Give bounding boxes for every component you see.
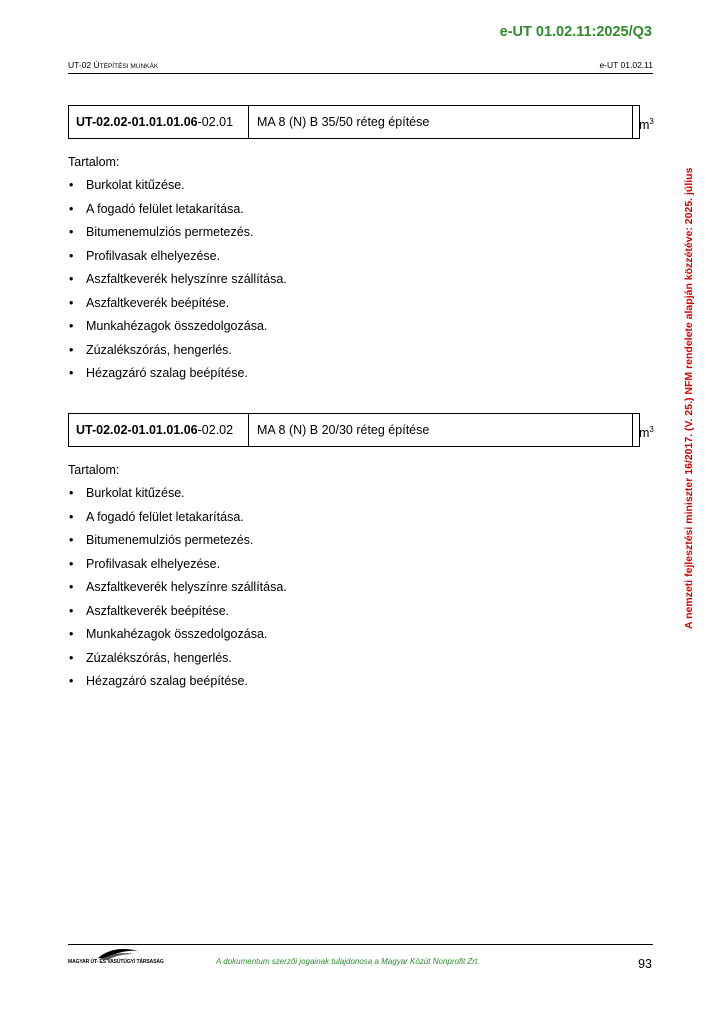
bullet-icon: •: [69, 201, 74, 216]
list-item: [68, 647, 287, 671]
bullet-icon: •: [69, 319, 74, 333]
unit-exponent: 3: [649, 425, 654, 434]
header-doc-ref: e-UT 01.02.11: [599, 60, 653, 70]
list-item-text: Profilvasak elhelyezése.: [86, 248, 221, 263]
list-item: [68, 600, 287, 624]
bullet-icon: •: [69, 650, 74, 665]
company-logo: [68, 947, 164, 969]
list-item: [68, 529, 287, 553]
bullet-icon: •: [69, 178, 74, 192]
header-small-caps: TÉPÍTÉSI MUNKÁK: [99, 63, 159, 70]
item-code-suffix: -02.02: [197, 423, 234, 437]
list-item: [68, 268, 287, 292]
column-divider: [632, 106, 633, 138]
unit-base: m: [639, 118, 650, 132]
content-label: Tartalom:: [68, 155, 120, 169]
bullet-icon: •: [69, 248, 74, 263]
header-section-title: [68, 60, 158, 70]
list-item-text: Burkolat kitűzése.: [86, 178, 185, 192]
side-note-text: A nemzeti fejlesztési miniszter 16/2017. (V. 25.) NFM rendelete alapján közzétéve: 2025. július: [683, 167, 695, 629]
list-item-text: Bitumenemulziós permetezés.: [86, 225, 254, 239]
bullet-icon: •: [69, 556, 74, 571]
list-item: [68, 292, 287, 316]
item-code-suffix: -02.01: [197, 115, 234, 129]
bullet-icon: •: [69, 674, 74, 688]
bullet-icon: •: [69, 366, 74, 380]
content-label: Tartalom:: [68, 463, 120, 477]
content-list: [68, 482, 287, 694]
item-code-bold: UT-02.02-01.01.01.06: [76, 423, 198, 437]
list-item-text: Aszfaltkeverék beépítése.: [86, 295, 230, 310]
document-code: e-UT 01.02.11:2025/Q3: [499, 24, 652, 40]
list-item-text: Profilvasak elhelyezése.: [86, 556, 221, 571]
bullet-icon: •: [69, 580, 74, 594]
bullet-icon: •: [69, 509, 74, 524]
item-code-bold: UT-02.02-01.01.01.06: [76, 115, 198, 129]
list-item: [68, 362, 287, 386]
copyright-note: A dokumentum szerzői jogainak tulajdonosa a Magyar Közút Nonprofit Zrt.: [216, 957, 480, 966]
list-item: [68, 506, 287, 530]
bullet-icon: •: [69, 295, 74, 310]
bullet-icon: •: [69, 627, 74, 641]
list-item-text: Munkahézagok összedolgozása.: [86, 319, 268, 333]
list-item-text: Aszfaltkeverék helyszínre szállítása.: [86, 580, 287, 594]
list-item-text: Burkolat kitűzése.: [86, 486, 185, 500]
unit-exponent: 3: [649, 117, 654, 126]
list-item: [68, 245, 287, 269]
list-item: [68, 339, 287, 363]
item-unit: [639, 414, 654, 449]
bullet-icon: •: [69, 272, 74, 286]
list-item: [68, 623, 287, 647]
list-item-text: Munkahézagok összedolgozása.: [86, 627, 268, 641]
list-item: [68, 315, 287, 339]
list-item: [68, 670, 287, 694]
page-number: 93: [638, 957, 652, 971]
unit-base: m: [639, 426, 650, 440]
running-header: [68, 60, 653, 74]
header-prefix: UT-02: [68, 60, 94, 70]
footer-divider: [68, 944, 653, 945]
list-item-text: Hézagzáró szalag beépítése.: [86, 366, 248, 380]
list-item-text: A fogadó felület letakarítása.: [86, 201, 244, 216]
item-content: [68, 458, 287, 694]
list-item-text: Zúzalékszórás, hengerlés.: [86, 650, 232, 665]
header-first-letter: Ú: [93, 60, 100, 70]
column-divider: [632, 414, 633, 446]
item-description: MA 8 (N) B 35/50 réteg építése: [257, 115, 430, 129]
list-item: [68, 553, 287, 577]
bullet-icon: •: [69, 486, 74, 500]
list-item-text: Aszfaltkeverék helyszínre szállítása.: [86, 272, 287, 286]
item-code: [69, 106, 249, 138]
list-item: [68, 174, 287, 198]
content-list: [68, 174, 287, 386]
list-item-text: Aszfaltkeverék beépítése.: [86, 603, 230, 618]
item-unit: [639, 106, 654, 141]
item-content: [68, 150, 287, 386]
item-table: [68, 105, 654, 139]
item-table: [68, 413, 654, 447]
list-item: [68, 221, 287, 245]
bullet-icon: •: [69, 533, 74, 547]
item-code: [69, 414, 249, 446]
list-item: [68, 482, 287, 506]
list-item: [68, 198, 287, 222]
bullet-icon: •: [69, 603, 74, 618]
bullet-icon: •: [69, 225, 74, 239]
list-item-text: Zúzalékszórás, hengerlés.: [86, 342, 232, 357]
list-item-text: Hézagzáró szalag beépítése.: [86, 674, 248, 688]
list-item: [68, 576, 287, 600]
bullet-icon: •: [69, 342, 74, 357]
logo-text: MAGYAR ÚT- ÉS VASÚTÜGYI TÁRSASÁG: [68, 959, 164, 965]
item-description: MA 8 (N) B 20/30 réteg építése: [257, 423, 430, 437]
list-item-text: Bitumenemulziós permetezés.: [86, 533, 254, 547]
list-item-text: A fogadó felület letakarítása.: [86, 509, 244, 524]
